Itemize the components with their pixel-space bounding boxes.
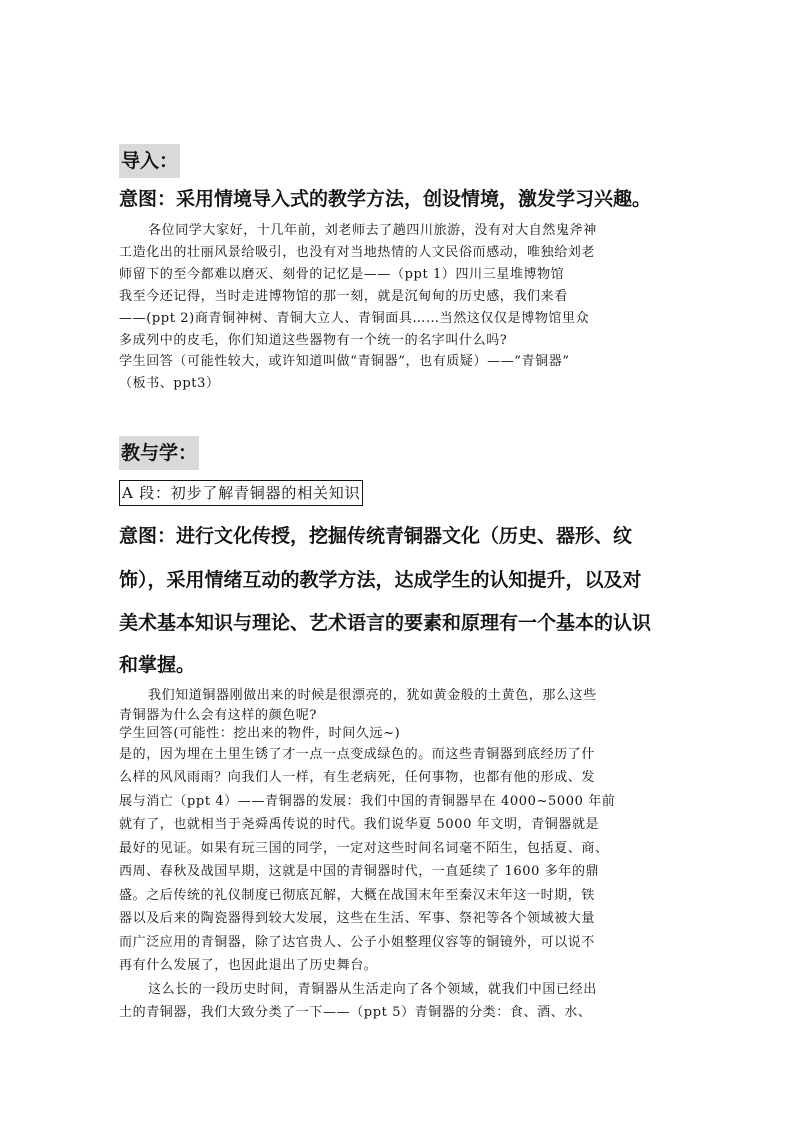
teach-line: 最好的见证。如果有玩三国的同学，一定对这些时间名词毫不陌生，包括夏、商、	[119, 841, 609, 856]
intro-line: ——(ppt 2)商青铜神树、青铜大立人、青铜面具……当然这仅仅是博物馆里众	[119, 311, 590, 326]
teach-intent-line: 美术基本知识与理论、艺术语言的要素和原理有一个基本的认识	[119, 612, 652, 634]
intro-line: 学生回答（可能性较大，或许知道叫做“青铜器”，也有质疑）——“青铜器”	[119, 354, 570, 369]
section-a-box: A 段：初步了解青铜器的相关知识	[119, 480, 363, 506]
intro-line: 师留下的至今都难以磨灭、刻骨的记忆是——（ppt 1）四川三星堆博物馆	[119, 267, 565, 282]
intro-line: 多成列中的皮毛，你们知道这些器物有一个统一的名字叫什么吗?	[119, 333, 508, 348]
teach-line: 展与消亡（ppt 4）——青铜器的发展：我们中国的青铜器早在 4000~5000 年前	[119, 794, 616, 809]
teach-line: 我们知道铜器刚做出来的时候是很漂亮的，犹如黄金般的土黄色，那么这些	[148, 688, 597, 703]
teach-heading: 教与学：	[119, 436, 199, 470]
teach-line: 是的，因为埋在土里生锈了才一点一点变成绿色的。而这些青铜器到底经历了什	[119, 747, 596, 762]
teach-line: 青铜器为什么会有这样的颜色呢?	[119, 708, 317, 723]
teach-line: 器以及后来的陶瓷器得到较大发展，这些在生活、军事、祭祀等各个领域被大量	[119, 911, 596, 926]
intro-line: 工造化出的壮丽风景给吸引，也没有对当地热情的人文民俗而感动，唯独给刘老	[119, 245, 596, 260]
intro-intent: 意图：采用情境导入式的教学方法，创设情境，激发学习兴趣。	[119, 188, 652, 210]
teach-intent-line: 和掌握。	[119, 654, 196, 676]
teach-line: 西周、春秋及战国早期，这就是中国的青铜器时代，一直延续了 1600 多年的鼎	[119, 864, 600, 879]
teach-line: 这么长的一段历史时间，青铜器从生活走向了各个领域，就我们中国已经出	[148, 982, 597, 997]
teach-line: 而广泛应用的青铜器，除了达官贵人、公子小姐整理仪容等的铜镜外，可以说不	[119, 935, 596, 950]
intro-line: 我至今还记得，当时走进博物馆的那一刻，就是沉甸甸的历史感，我们来看	[119, 289, 568, 304]
teach-line: 学生回答(可能性：挖出来的物件，时间久远~)	[119, 726, 401, 741]
intro-line: 各位同学大家好，十几年前，刘老师去了趟四川旅游，没有对大自然鬼斧神	[148, 223, 597, 238]
teach-line: 再有什么发展了，也因此退出了历史舞台。	[119, 958, 378, 973]
intro-heading: 导入：	[119, 144, 180, 178]
teach-line: 土的青铜器，我们大致分类了一下——（ppt 5）青铜器的分类：食、酒、水、	[119, 1005, 592, 1020]
teach-intent-line: 饰），采用情绪互动的教学方法，达成学生的认知提升，以及对	[119, 569, 642, 591]
teach-line: 就有了，也就相当于尧舜禹传说的时代。我们说华夏 5000 年文明，青铜器就是	[119, 817, 600, 832]
teach-intent-line: 意图：进行文化传授，挖掘传统青铜器文化（历史、器形、纹	[119, 525, 633, 547]
teach-line: 盛。之后传统的礼仪制度已彻底瓦解，大概在战国末年至秦汉末年这一时期，铁	[119, 888, 596, 903]
teach-line: 么样的风风雨雨？向我们人一样，有生老病死，任何事物，也都有他的形成、发	[119, 770, 596, 785]
intro-line: （板书、ppt3）	[119, 376, 220, 391]
